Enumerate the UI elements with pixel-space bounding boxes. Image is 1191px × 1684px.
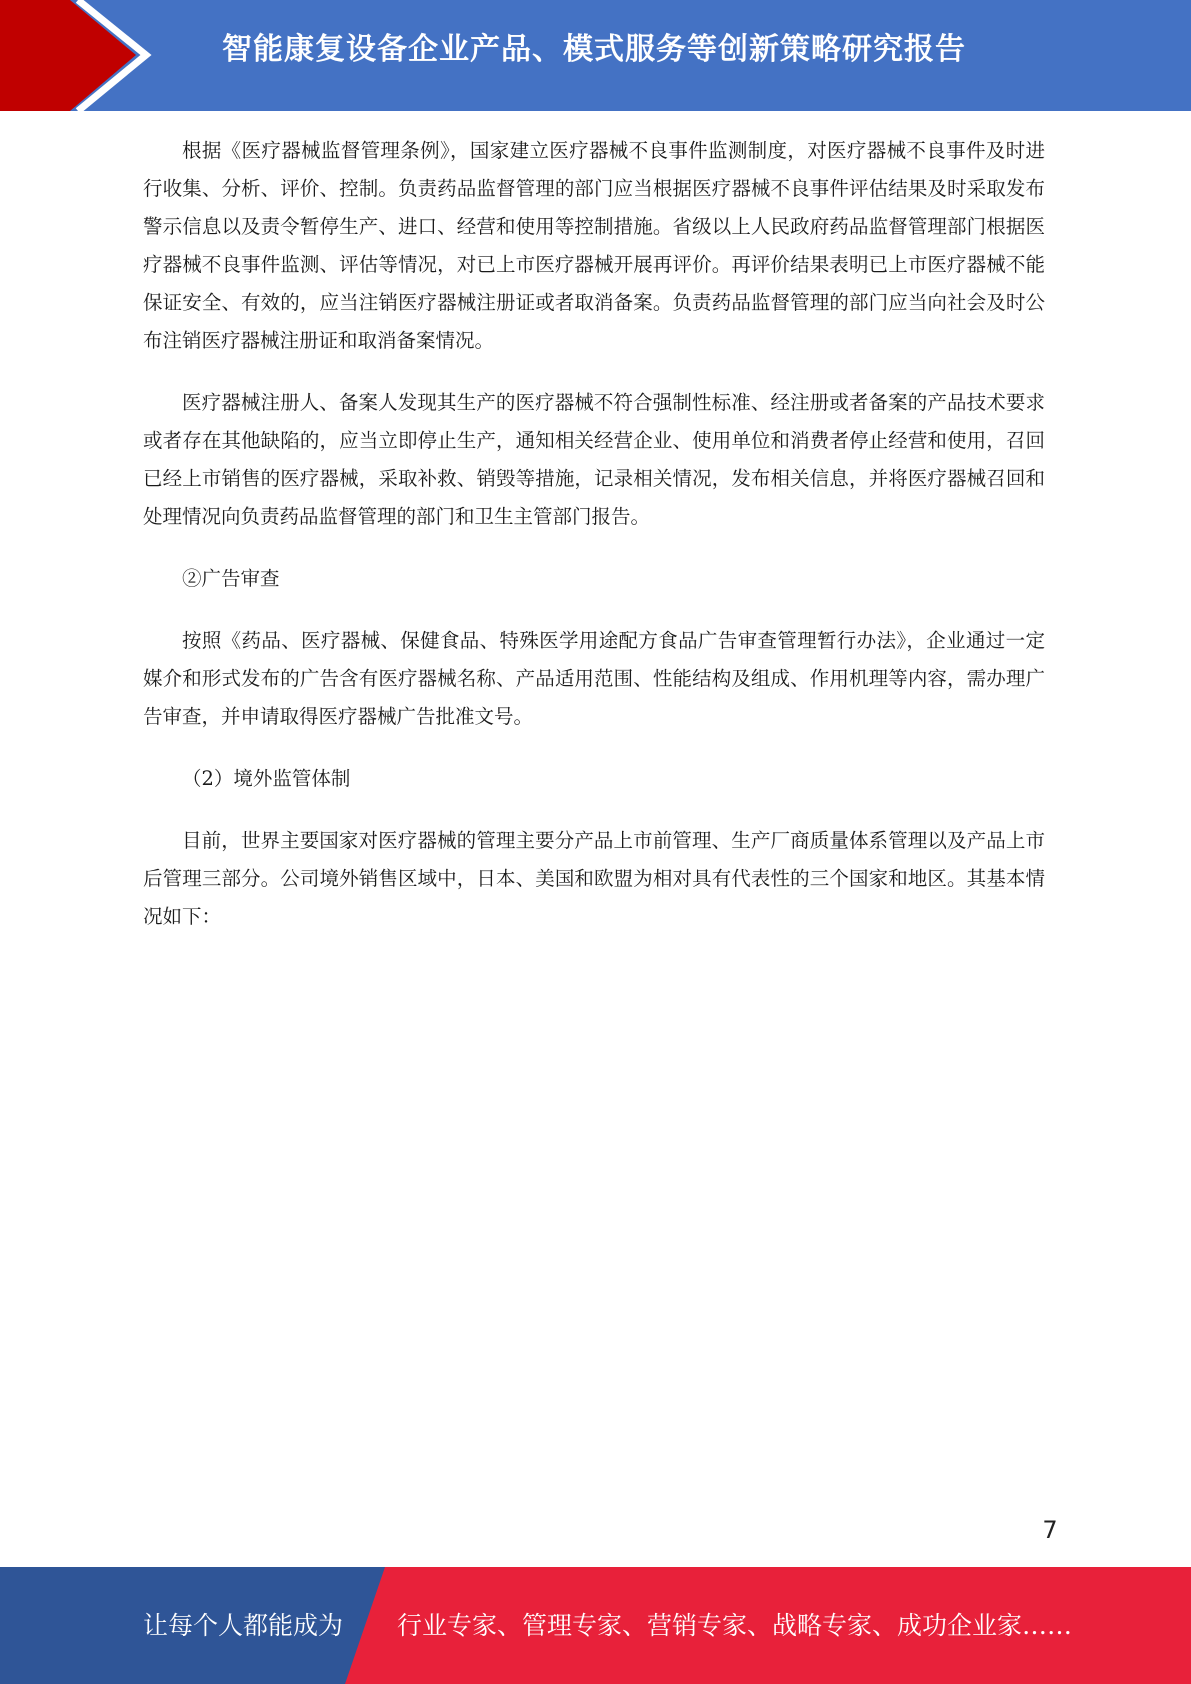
page-header bbox=[0, 0, 1191, 111]
footer-slogan-left: 让每个人都能成为 bbox=[143, 1611, 344, 1640]
paragraph-overseas-regulation: 目前，世界主要国家对医疗器械的管理主要分产品上市前管理、生产厂商质量体系管理以及产品上市后管理三部分。公司境外销售区域中，日本、美国和欧盟为相对具有代表性的三个国家和地区。其基本情况如下： bbox=[143, 829, 1045, 928]
section-heading-overseas-regulation: （2）境外监管体制 bbox=[182, 767, 351, 790]
document-body bbox=[143, 132, 1045, 936]
page-number: 7 bbox=[1042, 1516, 1058, 1544]
footer-slogan-right: 行业专家、管理专家、营销专家、战略专家、成功企业家…… bbox=[397, 1611, 1073, 1640]
page-footer bbox=[0, 1567, 1191, 1684]
report-title: 智能康复设备企业产品、模式服务等创新策略研究报告 bbox=[222, 32, 966, 67]
paragraph-ad-review: 按照《药品、医疗器械、保健食品、特殊医学用途配方食品广告审查管理暂行办法》，企业通过一定媒介和形式发布的广告含有医疗器械名称、产品适用范围、性能结构及组成、作用机理等内容，需办理广告审查，并申请取得医疗器械广告批准文号。 bbox=[143, 629, 1045, 728]
section-heading-ad-review: ②广告审查 bbox=[182, 567, 280, 590]
paragraph-recall: 医疗器械注册人、备案人发现其生产的医疗器械不符合强制性标准、经注册或者备案的产品技术要求或者存在其他缺陷的，应当立即停止生产，通知相关经营企业、使用单位和消费者停止经营和使用，召回已经上市销售的医疗器械，采取补救、销毁等措施，记录相关情况，发布相关信息，并将医疗器械召回和处理情况向负责药品监督管理的部门和卫生主管部门报告。 bbox=[143, 391, 1045, 528]
paragraph-adverse-event-monitoring: 根据《医疗器械监督管理条例》，国家建立医疗器械不良事件监测制度，对医疗器械不良事件及时进行收集、分析、评价、控制。负责药品监督管理的部门应当根据医疗器械不良事件评估结果及时采取发布警示信息以及责令暂停生产、进口、经营和使用等控制措施。省级以上人民政府药品监督管理部门根据医疗器械不良事件监测、评估等情况，对已上市医疗器械开展再评价。再评价结果表明已上市医疗器械不能保证安全、有效的，应当注销医疗器械注册证或者取消备案。负责药品监督管理的部门应当向社会及时公布注销医疗器械注册证和取消备案情况。 bbox=[143, 139, 1045, 352]
header-chevron-decoration bbox=[0, 0, 160, 111]
